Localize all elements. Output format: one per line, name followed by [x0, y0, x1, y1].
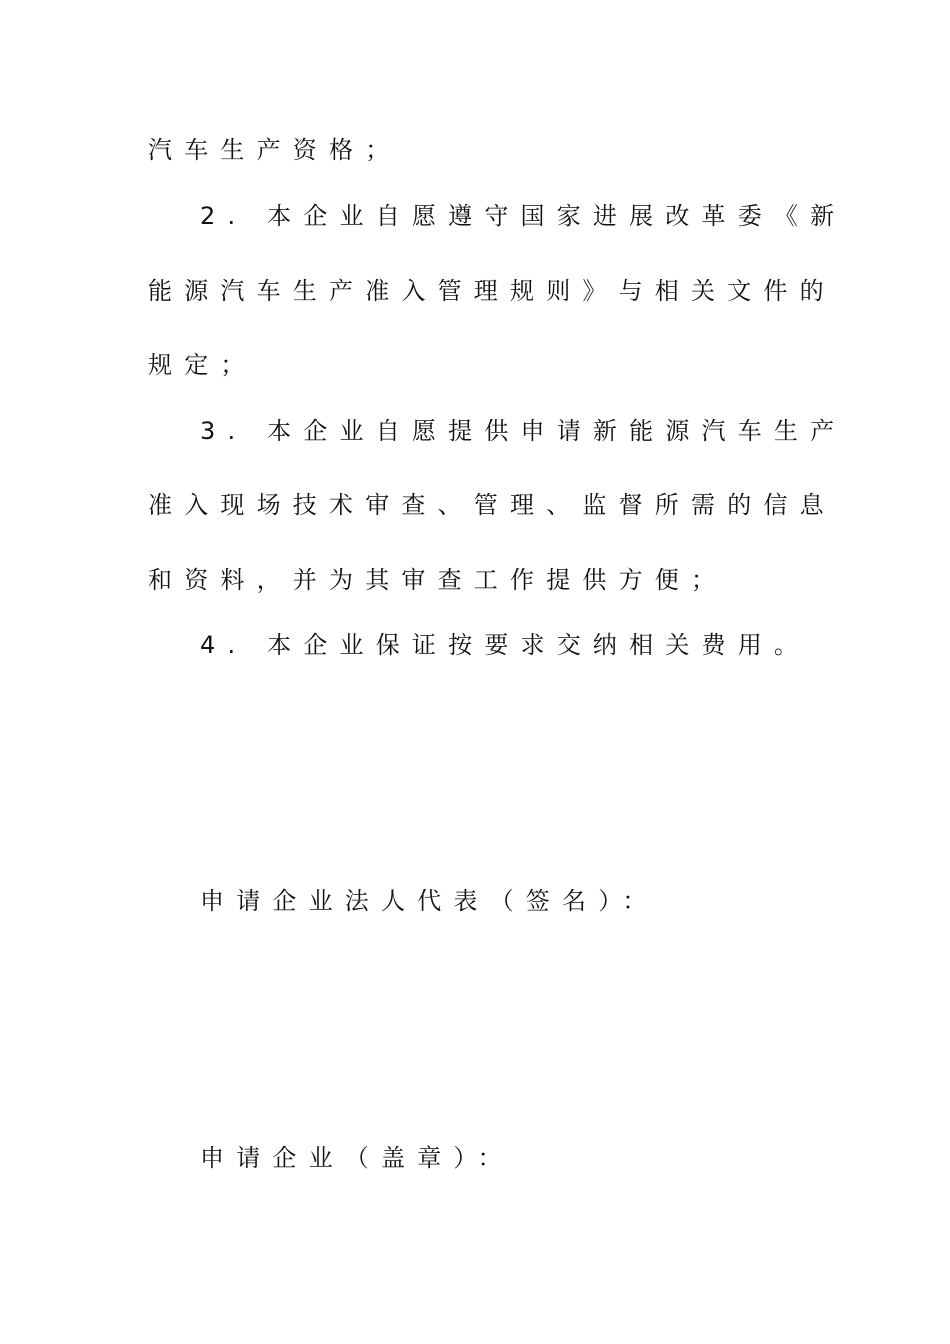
text-line-6: 准入现场技术审查、管理、监督所需的信息	[148, 491, 836, 519]
text-line-4: 规定；	[148, 351, 257, 379]
text-line-item-3: 3. 本企业自愿提供申请新能源汽车生产	[200, 417, 847, 445]
text-line-7: 和资料，并为其审查工作提供方便；	[148, 566, 728, 594]
seal-label: 申请企业（盖章）：	[200, 1144, 514, 1172]
text-line-3: 能源汽车生产准入管理规则》与相关文件的	[148, 277, 836, 305]
text-line-1: 汽车生产资格；	[148, 136, 402, 164]
signature-label: 申请企业法人代表（签名）：	[200, 887, 659, 915]
text-line-item-2: 2. 本企业自愿遵守国家进展改革委《新	[200, 202, 847, 230]
text-line-item-4: 4. 本企业保证按要求交纳相关费用。	[200, 631, 811, 659]
